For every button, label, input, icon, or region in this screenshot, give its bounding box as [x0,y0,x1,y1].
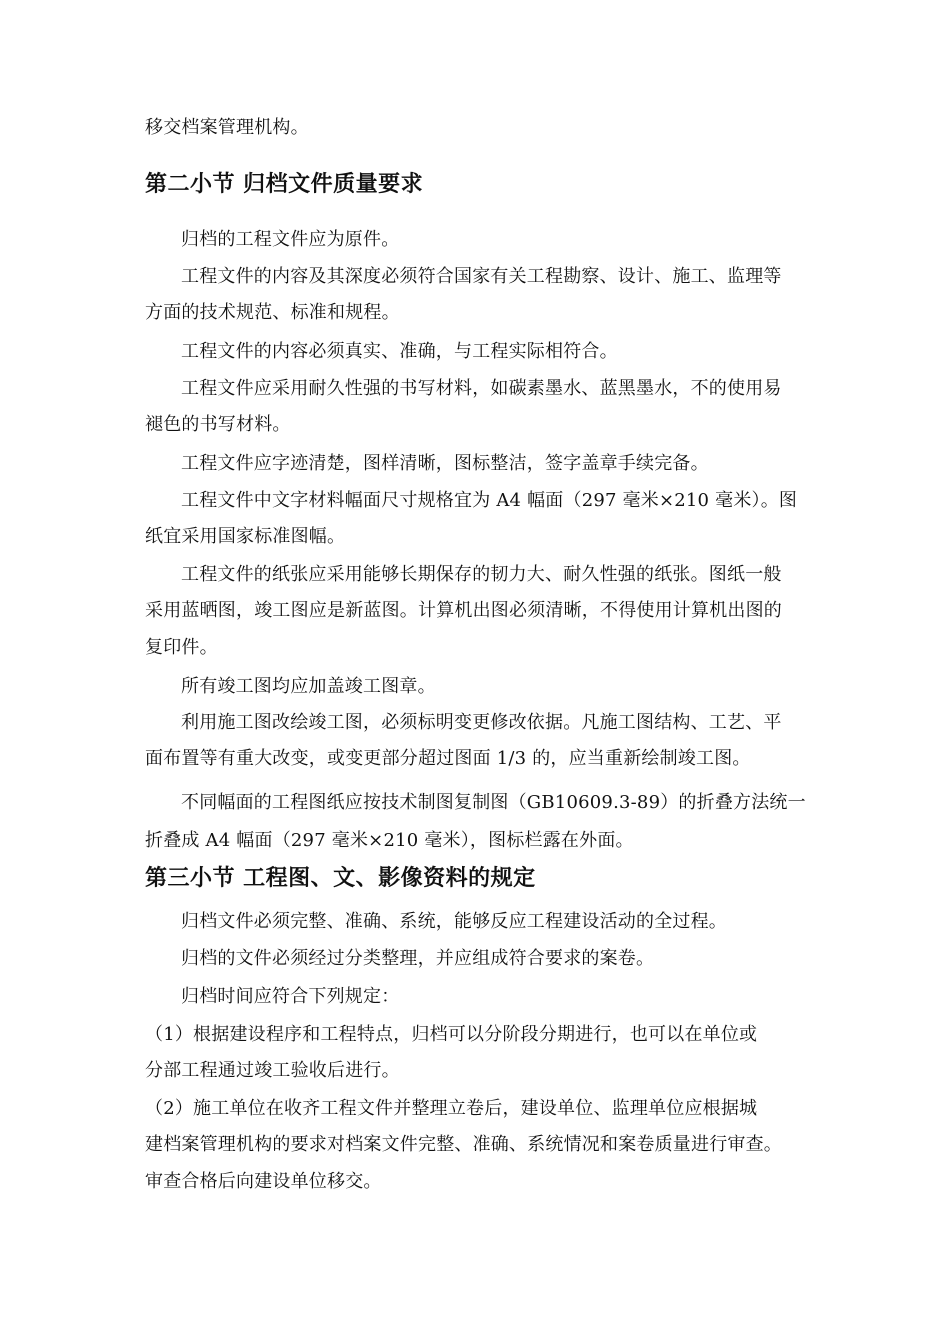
paragraph-line: 工程文件的内容必须真实、准确，与工程实际相符合。 [181,341,618,362]
section-2-heading: 第二小节 归档文件质量要求 [145,172,424,197]
paragraph-line: 折叠成 A4 幅面（297 毫米×210 毫米），图标栏露在外面。 [145,830,634,851]
paragraph-line: 工程文件应采用耐久性强的书写材料，如碳素墨水、蓝黑墨水，不的使用易 [181,378,782,399]
paragraph-line: 方面的技术规范、标准和规程。 [145,302,400,323]
paragraph-line: 复印件。 [145,637,218,658]
paragraph-line: 纸宜采用国家标准图幅。 [145,526,346,547]
paragraph-line: （2）施工单位在收齐工程文件并整理立卷后，建设单位、监理单位应根据城 [145,1098,758,1119]
paragraph-line: 采用蓝晒图，竣工图应是新蓝图。计算机出图必须清晰，不得使用计算机出图的 [145,600,782,621]
paragraph-line: 审查合格后向建设单位移交。 [145,1171,382,1192]
paragraph-line: 不同幅面的工程图纸应按技术制图复制图（GB10609.3-89）的折叠方法统一 [181,792,806,813]
paragraph-line: 归档时间应符合下列规定： [181,986,400,1007]
intro-text: 移交档案管理机构。 [145,117,309,138]
paragraph-line: 工程文件中文字材料幅面尺寸规格宜为 A4 幅面（297 毫米×210 毫米）。图 [181,490,798,511]
paragraph-line: 面布置等有重大改变，或变更部分超过图面 1/3 的，应当重新绘制竣工图。 [145,748,751,769]
paragraph-line: 利用施工图改绘竣工图，必须标明变更修改依据。凡施工图结构、工艺、平 [181,712,782,733]
paragraph-line: 所有竣工图均应加盖竣工图章。 [181,676,436,697]
paragraph-line: 归档的文件必须经过分类整理，并应组成符合要求的案卷。 [181,948,655,969]
paragraph-line: 建档案管理机构的要求对档案文件完整、准确、系统情况和案卷质量进行审查。 [145,1134,782,1155]
paragraph-line: 褪色的书写材料。 [145,414,291,435]
paragraph-line: 归档的工程文件应为原件。 [181,229,400,250]
paragraph-line: 工程文件的内容及其深度必须符合国家有关工程勘察、设计、施工、监理等 [181,266,782,287]
paragraph-line: 工程文件的纸张应采用能够长期保存的韧力大、耐久性强的纸张。图纸一般 [181,564,782,585]
paragraph-line: 分部工程通过竣工验收后进行。 [145,1060,400,1081]
paragraph-line: 工程文件应字迹清楚，图样清晰，图标整洁，签字盖章手续完备。 [181,453,709,474]
paragraph-line: 归档文件必须完整、准确、系统，能够反应工程建设活动的全过程。 [181,911,727,932]
section-3-heading: 第三小节 工程图、文、影像资料的规定 [145,866,536,891]
paragraph-line: （1）根据建设程序和工程特点，归档可以分阶段分期进行，也可以在单位或 [145,1024,758,1045]
